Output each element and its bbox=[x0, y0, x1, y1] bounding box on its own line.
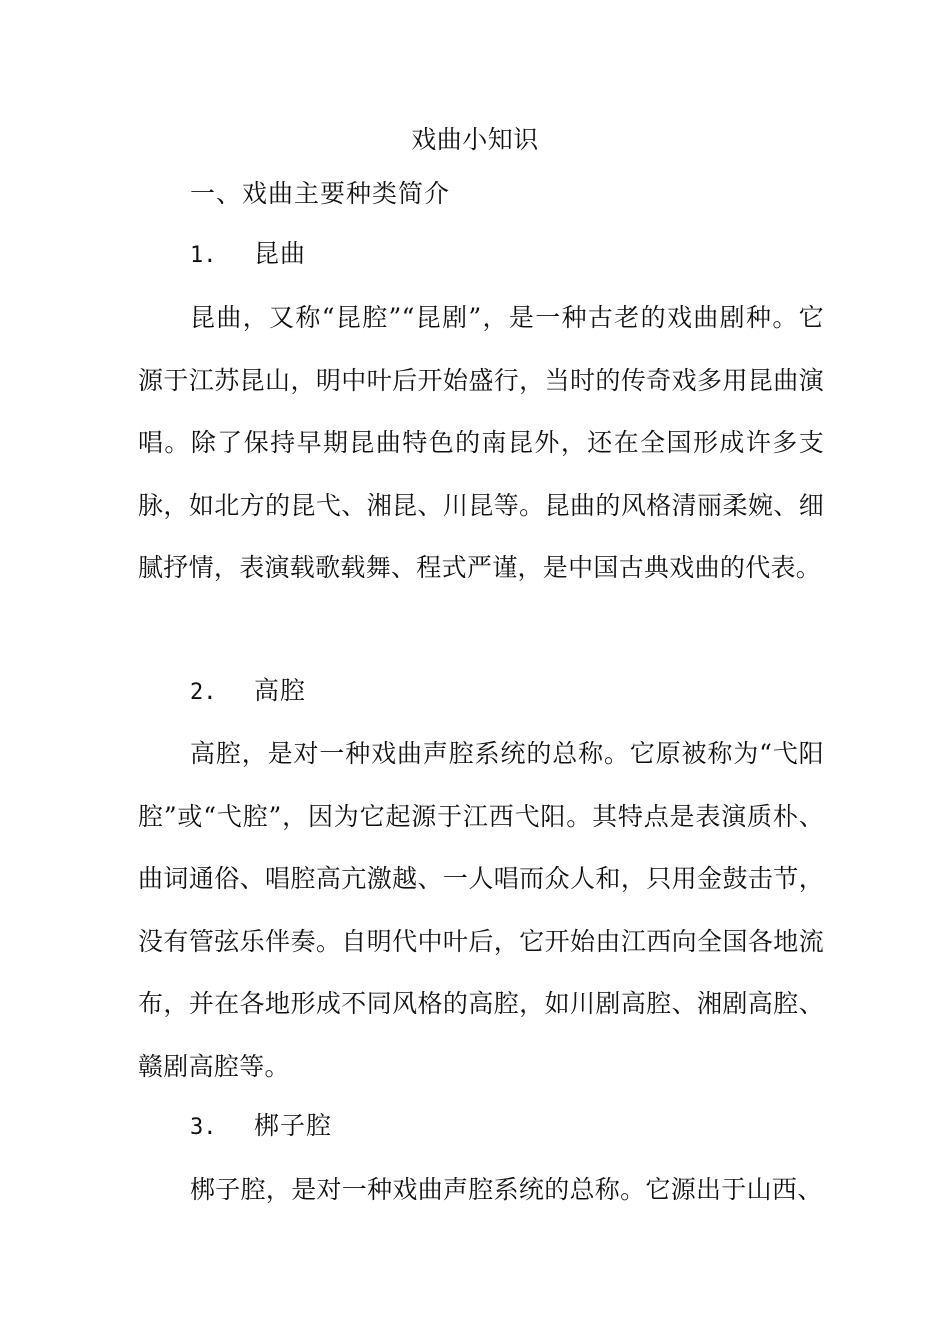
item-heading-bangziqiang bbox=[190, 1104, 332, 1150]
document-title: 戏曲小知识 bbox=[411, 125, 539, 154]
section-heading: 一、戏曲主要种类简介 bbox=[190, 179, 451, 208]
item-name: 梆子腔 bbox=[254, 1111, 333, 1140]
item-heading-kunqu bbox=[190, 232, 306, 278]
paragraph-bangziqiang: 梆子腔，是对一种戏曲声腔系统的总称。它源出于山西、 bbox=[190, 1175, 823, 1204]
item-heading-gaoqiang bbox=[190, 669, 306, 715]
paragraph-gaoqiang: 高腔，是对一种戏曲声腔系统的总称。它原被称为“弋阳腔”或“弋腔”，因为它起源于江西弋阳。其特点是表演质朴、曲词通俗、唱腔高亢激越、一人唱而众人和，只用金鼓击节，没有管弦乐伴奏。自明代中叶后，它开始由江西向全国各地流布，并在各地形成不同风格的高腔，如川剧高腔、湘剧高腔、赣剧高腔等。 bbox=[138, 739, 824, 1081]
item-name: 昆曲 bbox=[254, 239, 307, 268]
item-number: 3. bbox=[190, 1115, 217, 1140]
item-number: 2. bbox=[190, 680, 217, 705]
paragraph-kunqu: 昆曲，又称“昆腔”“昆剧”，是一种古老的戏曲剧种。它源于江苏昆山，明中叶后开始盛行，当时的传奇戏多用昆曲演唱。除了保持早期昆曲特色的南昆外，还在全国形成许多支脉，如北方的昆弋、湘昆、川昆等。昆曲的风格清丽柔婉、细腻抒情，表演载歌载舞、程式严谨，是中国古典戏曲的代表。 bbox=[138, 303, 824, 582]
item-name: 高腔 bbox=[254, 676, 307, 705]
item-number: 1. bbox=[190, 243, 217, 268]
